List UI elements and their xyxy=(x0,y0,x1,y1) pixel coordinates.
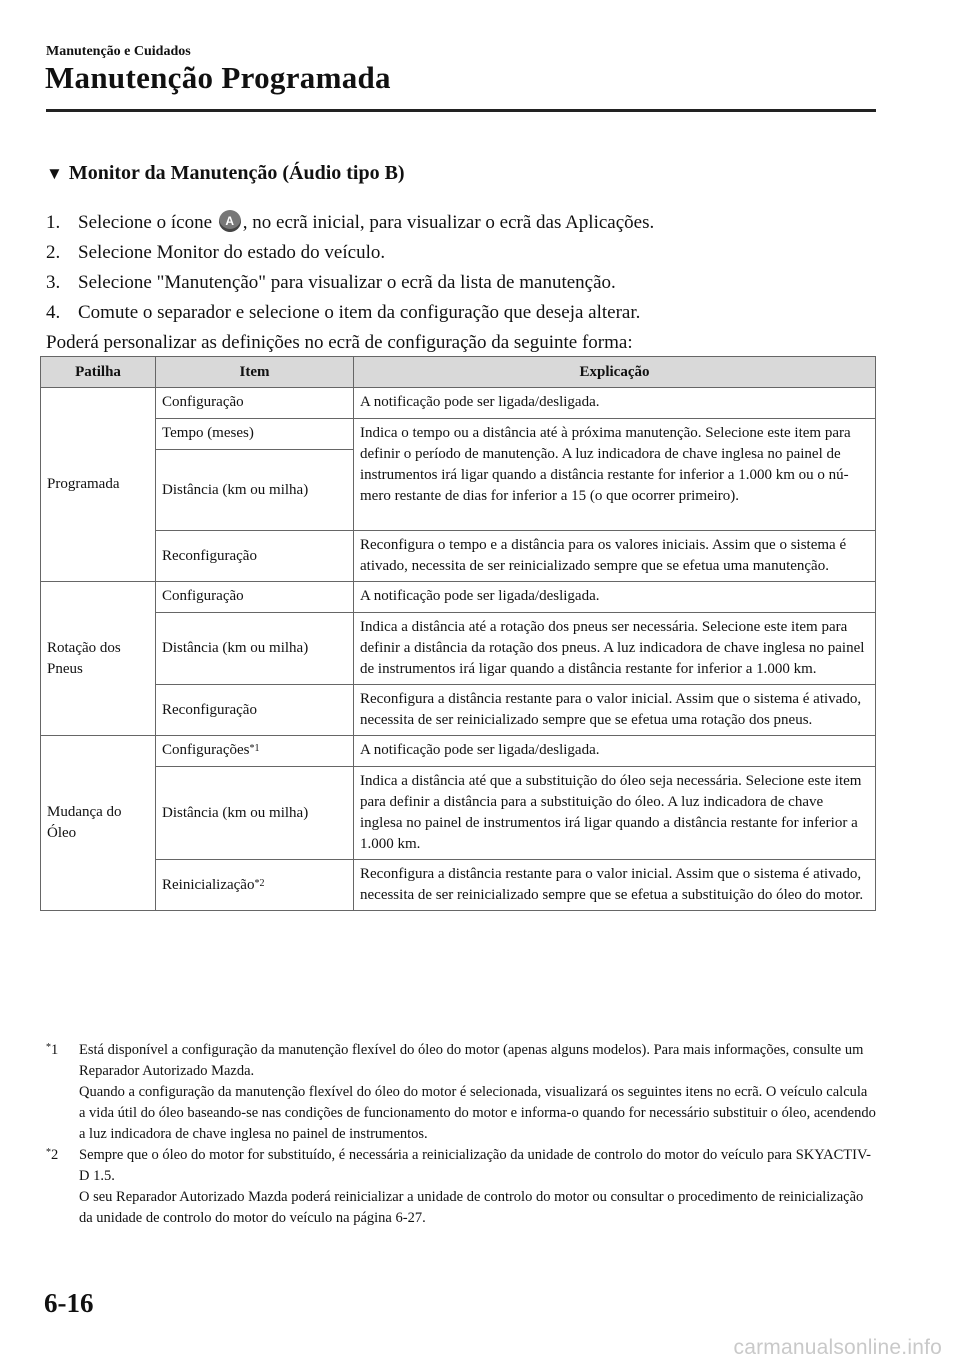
table-header-row xyxy=(41,357,876,388)
item-cell: Reconfiguração xyxy=(156,685,354,736)
item-cell: Distância (km ou milha) xyxy=(156,613,354,685)
footnote-mark: *1 xyxy=(46,1042,59,1058)
explanation-cell: Indica a distância até que a substituição do óleo seja necessária. Selecione este item para definir a distância para a substituição do óleo. A luz indicadora de chave inglesa no painel de instrumentos irá ligar quando a distância restante for inferior a 1.000 km. xyxy=(354,767,876,860)
steps-list xyxy=(46,208,886,358)
footnote-text: Está disponível a configuração da manutenção flexível do óleo do motor (apenas alguns modelos). Para mais informações, consulte um Reparador Autorizado Mazda. xyxy=(79,1042,864,1079)
table-row xyxy=(41,582,876,613)
step-number: 1. xyxy=(46,212,61,233)
table-row xyxy=(41,685,876,736)
explanation-cell: Reconfigura a distância restante para o valor inicial. Assim que o sistema é ativado, necessita de ser reinicializado sempre que se efetua uma rotação dos pneus. xyxy=(354,685,876,736)
table-row xyxy=(41,613,876,685)
title-divider xyxy=(46,109,876,112)
step-1 xyxy=(46,208,886,238)
table-row xyxy=(41,419,876,450)
explanation-cell: A notificação pode ser ligada/desligada. xyxy=(354,736,876,767)
step-number: 2. xyxy=(46,242,61,263)
explanation-cell: A notificação pode ser ligada/desligada. xyxy=(354,582,876,613)
footnotes xyxy=(46,1040,876,1229)
item-cell xyxy=(156,736,354,767)
tab-cell: Rotação dos Pneus xyxy=(41,582,156,736)
step-number: 4. xyxy=(46,302,61,323)
triangle-down-icon: ▼ xyxy=(46,164,63,183)
step-text: Selecione Monitor do estado do veículo. xyxy=(78,242,386,263)
footnote-ref: *2 xyxy=(254,877,265,889)
step-text: Selecione o ícone xyxy=(78,212,213,233)
item-cell: Tempo (meses) xyxy=(156,419,354,450)
explanation-cell: Indica a distância até a rotação dos pneus ser necessária. Selecione este item para definir a distância da rotação dos pneus. A luz indicadora de chave inglesa no painel de instrumentos irá ligar quando a distância restante for inferior a 1.000 km. xyxy=(354,613,876,685)
footnote-ref: *1 xyxy=(249,743,260,754)
explanation-cell: Reconfigura o tempo e a distância para os valores iniciais. Assim que o sistema é ativado, necessita de ser reinicializado sempre que se efetua uma manutenção. xyxy=(354,531,876,582)
intro-text: Poderá personalizar as definições no ecrã de configuração da seguinte forma: xyxy=(46,332,633,353)
maintenance-table xyxy=(40,356,876,911)
tab-cell: Programada xyxy=(41,388,156,582)
section-heading-text: Monitor da Manutenção (Áudio tipo B) xyxy=(68,162,405,184)
column-header: Explicação xyxy=(354,357,876,388)
table-row xyxy=(41,767,876,860)
apps-icon: A xyxy=(219,210,241,232)
step-text: , no ecrã inicial, para visualizar o ecrã das Aplicações. xyxy=(242,212,655,233)
item-label: Configurações xyxy=(162,742,250,758)
breadcrumb: Manutenção e Cuidados xyxy=(46,44,191,59)
item-cell: Distância (km ou milha) xyxy=(156,767,354,860)
section-heading xyxy=(46,162,405,185)
item-cell xyxy=(156,860,354,911)
footnote-mark: *2 xyxy=(46,1147,59,1163)
footnote-text: O seu Reparador Autorizado Mazda poderá reinicializar a unidade de controlo do motor ou consultar o procedimento de reinicialização da unidade de controlo do motor do veículo na página 6-27. xyxy=(79,1189,864,1226)
explanation-cell: Reconfigura a distância restante para o valor inicial. Assim que o sistema é ativado, necessita de ser reinicializado sempre que se efetua a substituição do óleo do motor. xyxy=(354,860,876,911)
step-text: Selecione "Manutenção" para visualizar o ecrã da lista de manutenção. xyxy=(78,272,616,293)
table-row xyxy=(41,860,876,911)
table-row xyxy=(41,531,876,582)
step-2 xyxy=(46,238,886,268)
step-text: Comute o separador e selecione o item da configuração que deseja alterar. xyxy=(78,302,641,323)
explanation-cell: A notificação pode ser ligada/desligada. xyxy=(354,388,876,419)
page-number: 6-16 xyxy=(44,1288,94,1318)
footnote-text: Quando a configuração da manutenção flexível do óleo do motor é selecionada, visualizará os seguintes itens no ecrã. O veículo calcula a vida útil do óleo baseando-se nas condições de funcionamento do motor e informa-o quando for necessário substituir o óleo, acendendo a luz indicadora de chave inglesa no painel de instrumentos. xyxy=(79,1084,876,1142)
table-row xyxy=(41,388,876,419)
footnote xyxy=(46,1145,876,1229)
watermark: carmanualsonline.info xyxy=(733,1336,942,1359)
step-4 xyxy=(46,298,886,328)
step-number: 3. xyxy=(46,272,61,293)
tab-cell: Mudança do Óleo xyxy=(41,736,156,911)
item-label: Reinicialização xyxy=(162,876,255,893)
column-header: Patilha xyxy=(41,357,156,388)
table-row xyxy=(41,736,876,767)
footnote-text: Sempre que o óleo do motor for substituído, é necessária a reinicialização da unidade de controlo do motor do veículo para SKYACTIV-D 1.5. xyxy=(79,1147,871,1184)
item-cell: Distância (km ou milha) xyxy=(156,450,354,531)
column-header: Item xyxy=(156,357,354,388)
page-title: Manutenção Programada xyxy=(45,60,391,95)
explanation-cell: Indica o tempo ou a distância até à próxima manutenção. Selecione este item para definir o período de manutenção. A luz indicadora de chave inglesa no painel de instrumentos irá ligar quando a distância restante for inferior a 1.000 km ou o número restante de dias for inferior a 15 (o que ocorrer primeiro). xyxy=(354,419,876,531)
step-3 xyxy=(46,268,886,298)
item-cell: Configuração xyxy=(156,388,354,419)
footnote xyxy=(46,1040,876,1145)
item-cell: Configuração xyxy=(156,582,354,613)
item-cell: Reconfiguração xyxy=(156,531,354,582)
